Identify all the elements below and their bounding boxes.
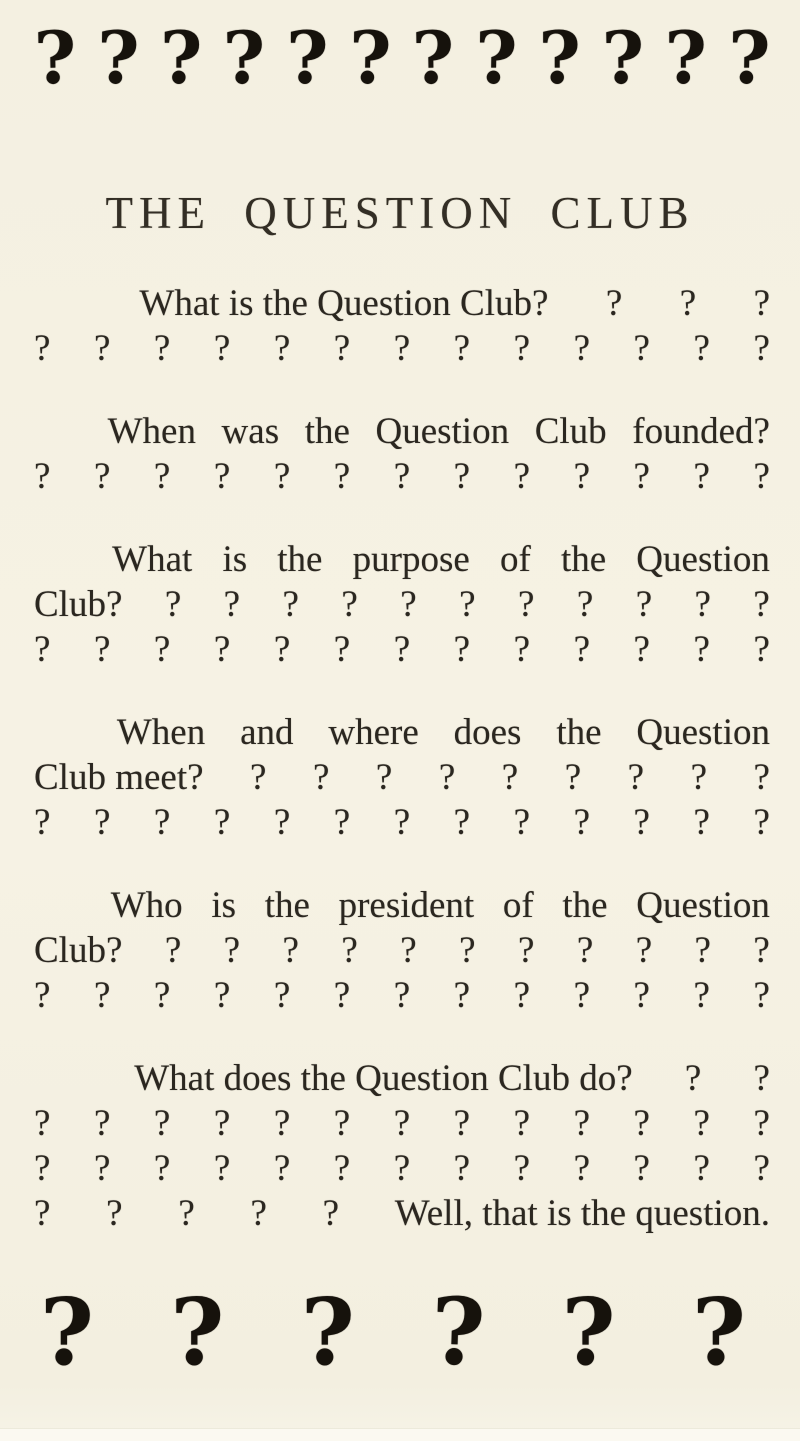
question-mark-token: ?	[250, 1193, 267, 1234]
question-mark-ornament: ?	[96, 14, 140, 101]
question-mark-token: ?	[633, 629, 650, 670]
text-line	[34, 455, 770, 500]
question-mark-token: ?	[453, 802, 471, 843]
text-line	[34, 756, 770, 801]
question-mark-ornament: ?	[348, 14, 393, 101]
question-mark-token: ?	[633, 1148, 650, 1189]
question-mark-token: ?	[34, 1148, 51, 1189]
text-line	[34, 538, 770, 583]
word-token: Club meet?	[34, 757, 204, 798]
question-mark-token: ?	[753, 456, 770, 497]
question-mark-token: ?	[375, 757, 393, 798]
question-mark-token: ?	[250, 757, 267, 798]
question-mark-token: ?	[753, 930, 770, 971]
question-mark-token: ?	[333, 456, 351, 497]
question-mark-token: ?	[213, 1103, 231, 1144]
word-token: Club?	[34, 584, 123, 625]
question-mark-token: ?	[333, 802, 351, 843]
word-token: the	[562, 885, 608, 926]
question-mark-token: ?	[627, 757, 645, 798]
word-token: the	[560, 539, 607, 580]
question-mark-token: ?	[34, 1103, 51, 1144]
question-mark-token: ?	[753, 1103, 770, 1144]
word-token: of	[499, 539, 531, 580]
question-mark-token: ?	[93, 328, 111, 369]
text-line	[34, 1147, 770, 1192]
question-mark-token: ?	[453, 1103, 471, 1144]
question-mark-token: ?	[573, 328, 591, 369]
question-mark-token: ?	[34, 456, 51, 497]
word-token: Club?	[34, 930, 123, 971]
question-mark-token: ?	[684, 1058, 702, 1099]
question-mark-token: ?	[693, 1148, 710, 1189]
question-mark-token: ?	[564, 757, 582, 798]
question-mark-ornament: ?	[474, 14, 519, 101]
question-mark-token: ?	[400, 584, 417, 625]
question-mark-token: ?	[753, 1148, 770, 1189]
question-mark-token: ?	[513, 629, 531, 670]
question-mark-token: ?	[322, 1193, 340, 1234]
question-mark-ornament: ?	[286, 15, 329, 100]
question-mark-token: ?	[635, 930, 653, 971]
word-token: What	[112, 539, 193, 580]
question-mark-token: ?	[633, 802, 650, 843]
question-mark-ornament: ?	[411, 14, 456, 101]
question-mark-token: ?	[513, 456, 531, 497]
word-token: What does the Question Club do?	[134, 1058, 633, 1099]
question-mark-token: ?	[438, 757, 456, 798]
word-token: founded?	[632, 411, 770, 452]
question-mark-ornament: ?	[300, 1278, 355, 1386]
paragraph	[34, 1057, 770, 1237]
word-token: of	[502, 885, 534, 926]
page-title: THE QUESTION CLUB	[105, 188, 695, 238]
question-mark-ornament: ?	[664, 15, 707, 100]
question-mark-token: ?	[576, 584, 594, 625]
question-mark-token: ?	[605, 283, 623, 324]
question-mark-ornament: ?	[40, 1278, 94, 1386]
question-mark-token: ?	[34, 1193, 51, 1234]
question-mark-token: ?	[633, 1103, 650, 1144]
question-mark-token: ?	[273, 975, 291, 1016]
question-mark-token: ?	[273, 802, 291, 843]
question-mark-token: ?	[164, 584, 182, 625]
question-mark-token: ?	[393, 802, 411, 843]
question-mark-token: ?	[453, 456, 471, 497]
word-token: the	[556, 712, 602, 753]
text-line	[34, 1057, 770, 1102]
question-mark-token: ?	[164, 930, 182, 971]
top-question-marks-row	[0, 0, 800, 104]
question-mark-token: ?	[106, 1193, 123, 1234]
word-token: does	[453, 712, 522, 753]
page-bottom-edge	[0, 1428, 800, 1441]
question-mark-token: ?	[753, 757, 770, 798]
text-line	[34, 711, 770, 756]
question-mark-token: ?	[513, 802, 531, 843]
question-mark-token: ?	[693, 1103, 710, 1144]
question-mark-token: ?	[93, 456, 111, 497]
question-mark-token: ?	[753, 584, 770, 625]
question-mark-token: ?	[753, 802, 770, 843]
question-mark-token: ?	[453, 328, 471, 369]
text-line	[34, 974, 770, 1019]
question-mark-token: ?	[273, 456, 291, 497]
question-mark-token: ?	[690, 757, 708, 798]
text-line	[34, 583, 770, 628]
question-mark-token: ?	[693, 629, 710, 670]
question-mark-token: ?	[393, 328, 411, 369]
word-token: is	[222, 539, 248, 580]
question-mark-ornament: ?	[170, 1278, 225, 1386]
question-mark-token: ?	[341, 930, 358, 971]
word-token: Who	[110, 885, 183, 926]
question-mark-token: ?	[453, 629, 471, 670]
question-mark-token: ?	[333, 629, 351, 670]
word-token: is	[211, 885, 236, 926]
bottom-question-marks-row	[0, 1277, 800, 1387]
question-mark-token: ?	[693, 456, 710, 497]
question-mark-token: ?	[694, 584, 711, 625]
paragraph	[34, 410, 770, 500]
question-mark-token: ?	[393, 1148, 411, 1189]
question-mark-token: ?	[635, 584, 653, 625]
question-mark-token: ?	[273, 1103, 291, 1144]
paragraph	[34, 282, 770, 372]
question-mark-token: ?	[753, 1058, 770, 1099]
question-mark-token: ?	[178, 1193, 195, 1234]
question-mark-token: ?	[333, 1103, 351, 1144]
question-mark-token: ?	[393, 975, 411, 1016]
question-mark-token: ?	[282, 584, 299, 625]
word-token: Question	[636, 712, 770, 753]
question-mark-token: ?	[93, 975, 111, 1016]
question-mark-ornament: ?	[538, 15, 581, 100]
question-mark-token: ?	[459, 584, 476, 625]
question-mark-token: ?	[679, 283, 697, 324]
question-mark-token: ?	[333, 975, 351, 1016]
question-mark-token: ?	[34, 629, 51, 670]
question-mark-token: ?	[501, 757, 519, 798]
question-mark-token: ?	[453, 975, 471, 1016]
question-mark-token: ?	[34, 975, 51, 1016]
question-mark-token: ?	[400, 930, 417, 971]
question-mark-token: ?	[153, 456, 171, 497]
question-mark-token: ?	[393, 629, 411, 670]
word-token: Question	[636, 885, 770, 926]
question-mark-token: ?	[694, 930, 711, 971]
question-mark-token: ?	[693, 802, 710, 843]
question-mark-token: ?	[273, 1148, 291, 1189]
question-mark-ornament: ?	[33, 14, 77, 101]
word-token: president	[338, 885, 475, 926]
word-token: where	[328, 712, 419, 753]
word-token: the	[264, 885, 310, 926]
question-mark-token: ?	[223, 930, 241, 971]
text-line	[34, 1192, 770, 1237]
question-mark-token: ?	[513, 1148, 531, 1189]
question-mark-token: ?	[93, 1148, 111, 1189]
question-mark-token: ?	[34, 802, 51, 843]
text-line	[34, 929, 770, 974]
question-mark-token: ?	[153, 802, 171, 843]
word-token: purpose	[352, 539, 470, 580]
question-mark-token: ?	[517, 584, 535, 625]
question-mark-ornament: ?	[222, 14, 267, 101]
question-mark-token: ?	[213, 1148, 231, 1189]
question-mark-token: ?	[312, 757, 330, 798]
question-mark-token: ?	[693, 975, 710, 1016]
question-mark-token: ?	[213, 629, 231, 670]
text-line	[34, 327, 770, 372]
word-token: What is the Question Club?	[139, 283, 549, 324]
question-mark-token: ?	[573, 802, 591, 843]
text-line	[34, 1102, 770, 1147]
word-token: the	[277, 539, 323, 580]
paragraph	[34, 538, 770, 673]
question-mark-token: ?	[753, 975, 770, 1016]
question-mark-token: ?	[333, 1148, 351, 1189]
question-mark-token: ?	[633, 328, 650, 369]
question-mark-token: ?	[393, 1103, 411, 1144]
question-mark-token: ?	[453, 1148, 471, 1189]
word-token: When	[107, 411, 196, 452]
question-mark-token: ?	[153, 1103, 171, 1144]
question-mark-token: ?	[573, 456, 591, 497]
word-token: When	[116, 712, 206, 753]
question-mark-token: ?	[513, 328, 531, 369]
question-mark-token: ?	[213, 975, 231, 1016]
question-mark-token: ?	[273, 629, 291, 670]
text-line	[34, 282, 770, 327]
question-mark-token: ?	[213, 456, 231, 497]
question-mark-token: ?	[223, 584, 241, 625]
question-mark-token: ?	[333, 328, 351, 369]
question-mark-token: ?	[573, 1148, 591, 1189]
question-mark-token: ?	[517, 930, 535, 971]
question-mark-token: ?	[213, 802, 231, 843]
question-mark-ornament: ?	[600, 14, 645, 101]
question-mark-ornament: ?	[692, 1278, 746, 1386]
question-mark-token: ?	[573, 975, 591, 1016]
question-club-text	[0, 282, 800, 1237]
question-mark-token: ?	[753, 283, 770, 324]
question-mark-token: ?	[93, 802, 111, 843]
word-token: Well, that is the question.	[394, 1193, 770, 1234]
question-mark-token: ?	[633, 456, 650, 497]
question-mark-token: ?	[513, 1103, 531, 1144]
question-mark-token: ?	[753, 328, 770, 369]
text-line	[34, 884, 770, 929]
question-mark-token: ?	[573, 1103, 591, 1144]
word-token: the	[304, 411, 350, 452]
word-token: Question	[375, 411, 510, 452]
question-mark-token: ?	[153, 629, 171, 670]
question-mark-ornament: ?	[429, 1277, 487, 1387]
question-mark-token: ?	[213, 328, 231, 369]
word-token: was	[221, 411, 280, 452]
word-token: Club	[534, 411, 607, 452]
question-mark-token: ?	[34, 328, 51, 369]
question-mark-token: ?	[459, 930, 476, 971]
question-mark-token: ?	[93, 629, 111, 670]
question-mark-token: ?	[153, 975, 171, 1016]
question-mark-token: ?	[282, 930, 299, 971]
text-line	[34, 410, 770, 455]
question-mark-token: ?	[576, 930, 594, 971]
question-mark-token: ?	[633, 975, 650, 1016]
text-line	[34, 801, 770, 846]
word-token: and	[240, 712, 294, 753]
paragraph	[34, 884, 770, 1019]
question-mark-token: ?	[341, 584, 358, 625]
question-mark-token: ?	[93, 1103, 111, 1144]
paragraph	[34, 711, 770, 846]
question-mark-ornament: ?	[726, 14, 771, 101]
question-mark-token: ?	[513, 975, 531, 1016]
question-mark-token: ?	[153, 1148, 171, 1189]
question-mark-ornament: ?	[160, 15, 203, 100]
question-mark-token: ?	[573, 629, 591, 670]
question-mark-token: ?	[693, 328, 710, 369]
question-mark-token: ?	[393, 456, 411, 497]
question-mark-token: ?	[153, 328, 171, 369]
question-mark-token: ?	[273, 328, 291, 369]
word-token: Question	[636, 539, 770, 580]
question-mark-token: ?	[753, 629, 770, 670]
text-line	[34, 628, 770, 673]
question-mark-ornament: ?	[561, 1278, 616, 1386]
